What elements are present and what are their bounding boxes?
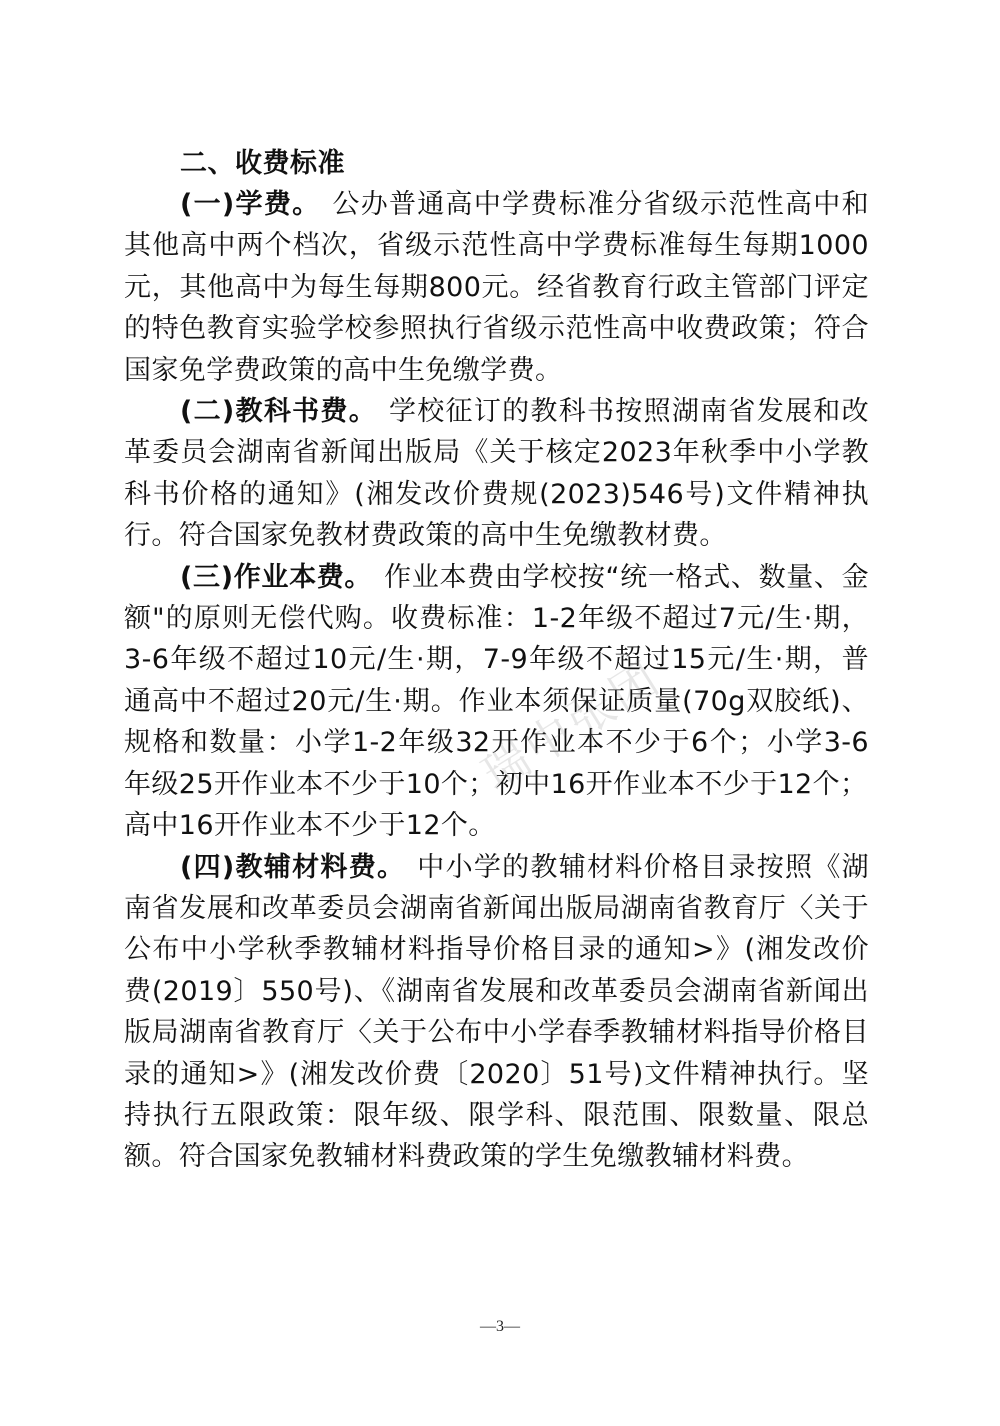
paragraph-exercise-book-fee-lead: (三)作业本费。 bbox=[180, 561, 373, 593]
paragraph-exercise-book-fee bbox=[124, 557, 869, 847]
section-heading: 二、收费标准 bbox=[180, 148, 345, 179]
paragraph-exercise-book-fee-continued: 高中16开作业本不少于12个。 bbox=[124, 810, 496, 842]
paragraph-exercise-book-fee-body: 作业本费由学校按“统一格式、数量、金 额"的原则无偿代购。收费标准：1-2年级不超过7元/生·期，3-6年级不超过10元/生·期，7-9年级不超过15元/生·期，普 通高中不超过20元/生·期。作业本须保证质量(70g双胶纸)、规格和数量：小学1-2年级32开作业本不少于6个；小学3-6 年级25开作业本不少于10个；初中16开作业本不少于12个； bbox=[124, 561, 870, 800]
paragraph-textbook-fee bbox=[124, 391, 869, 557]
paragraph-textbook-fee-lead: (二)教科书费。 bbox=[180, 396, 377, 428]
paragraph-textbook-fee-body: 学校征订的教科书按照湖南省发展和改革委员会湖南省新闻出版局《关于核定2023年秋季中小学教科书价格的通知》(湘发改价费规(2023)546号)文件精神执行。符合国家免教材费政策的高中生免缴教材费。 bbox=[124, 396, 869, 552]
page-number: —3— bbox=[480, 1318, 520, 1335]
paragraph-supplementary-material-fee-lead: (四)教辅材料费。 bbox=[180, 851, 406, 883]
paragraph-supplementary-material-fee bbox=[124, 847, 869, 1178]
document-body bbox=[124, 143, 869, 1178]
paragraph-tuition-body: 公办普通高中学费标准分省级示范性高中和其他高中两个档次，省级示范性高中学费标准每生每期1000元，其他高中为每生每期800元。经省教育行政主管部门评定的特色教育实验学校参照执行省级示范性高中收费政策；符合国家免学费政策的高中生免缴学费。 bbox=[124, 189, 869, 386]
watermark: 瑞中张团 bbox=[472, 649, 671, 802]
paragraph-supplementary-material-fee-body: 中小学的教辅材料价格目录按照《湖南省发展和改革委员会湖南省新闻出版局湖南省教育厅〈关于公布中小学秋季教辅材料指导价格目录的通知>》(湘发改价费(2019〕550号)、《湖南省发展和改革委员会湖南省新闻出版局湖南省教育厅〈关于公布中小学春季教辅材料指导价格目录的通知>》(湘发改价费〔2020〕51号)文件精神执行。坚持执行五限政策：限年级、限学科、限范围、限数量、限总额。符合国家免教辅材料费政策的学生免缴教辅材料费。 bbox=[124, 851, 870, 1173]
paragraph-tuition bbox=[124, 184, 869, 391]
paragraph-tuition-lead: (一)学费。 bbox=[180, 189, 321, 220]
